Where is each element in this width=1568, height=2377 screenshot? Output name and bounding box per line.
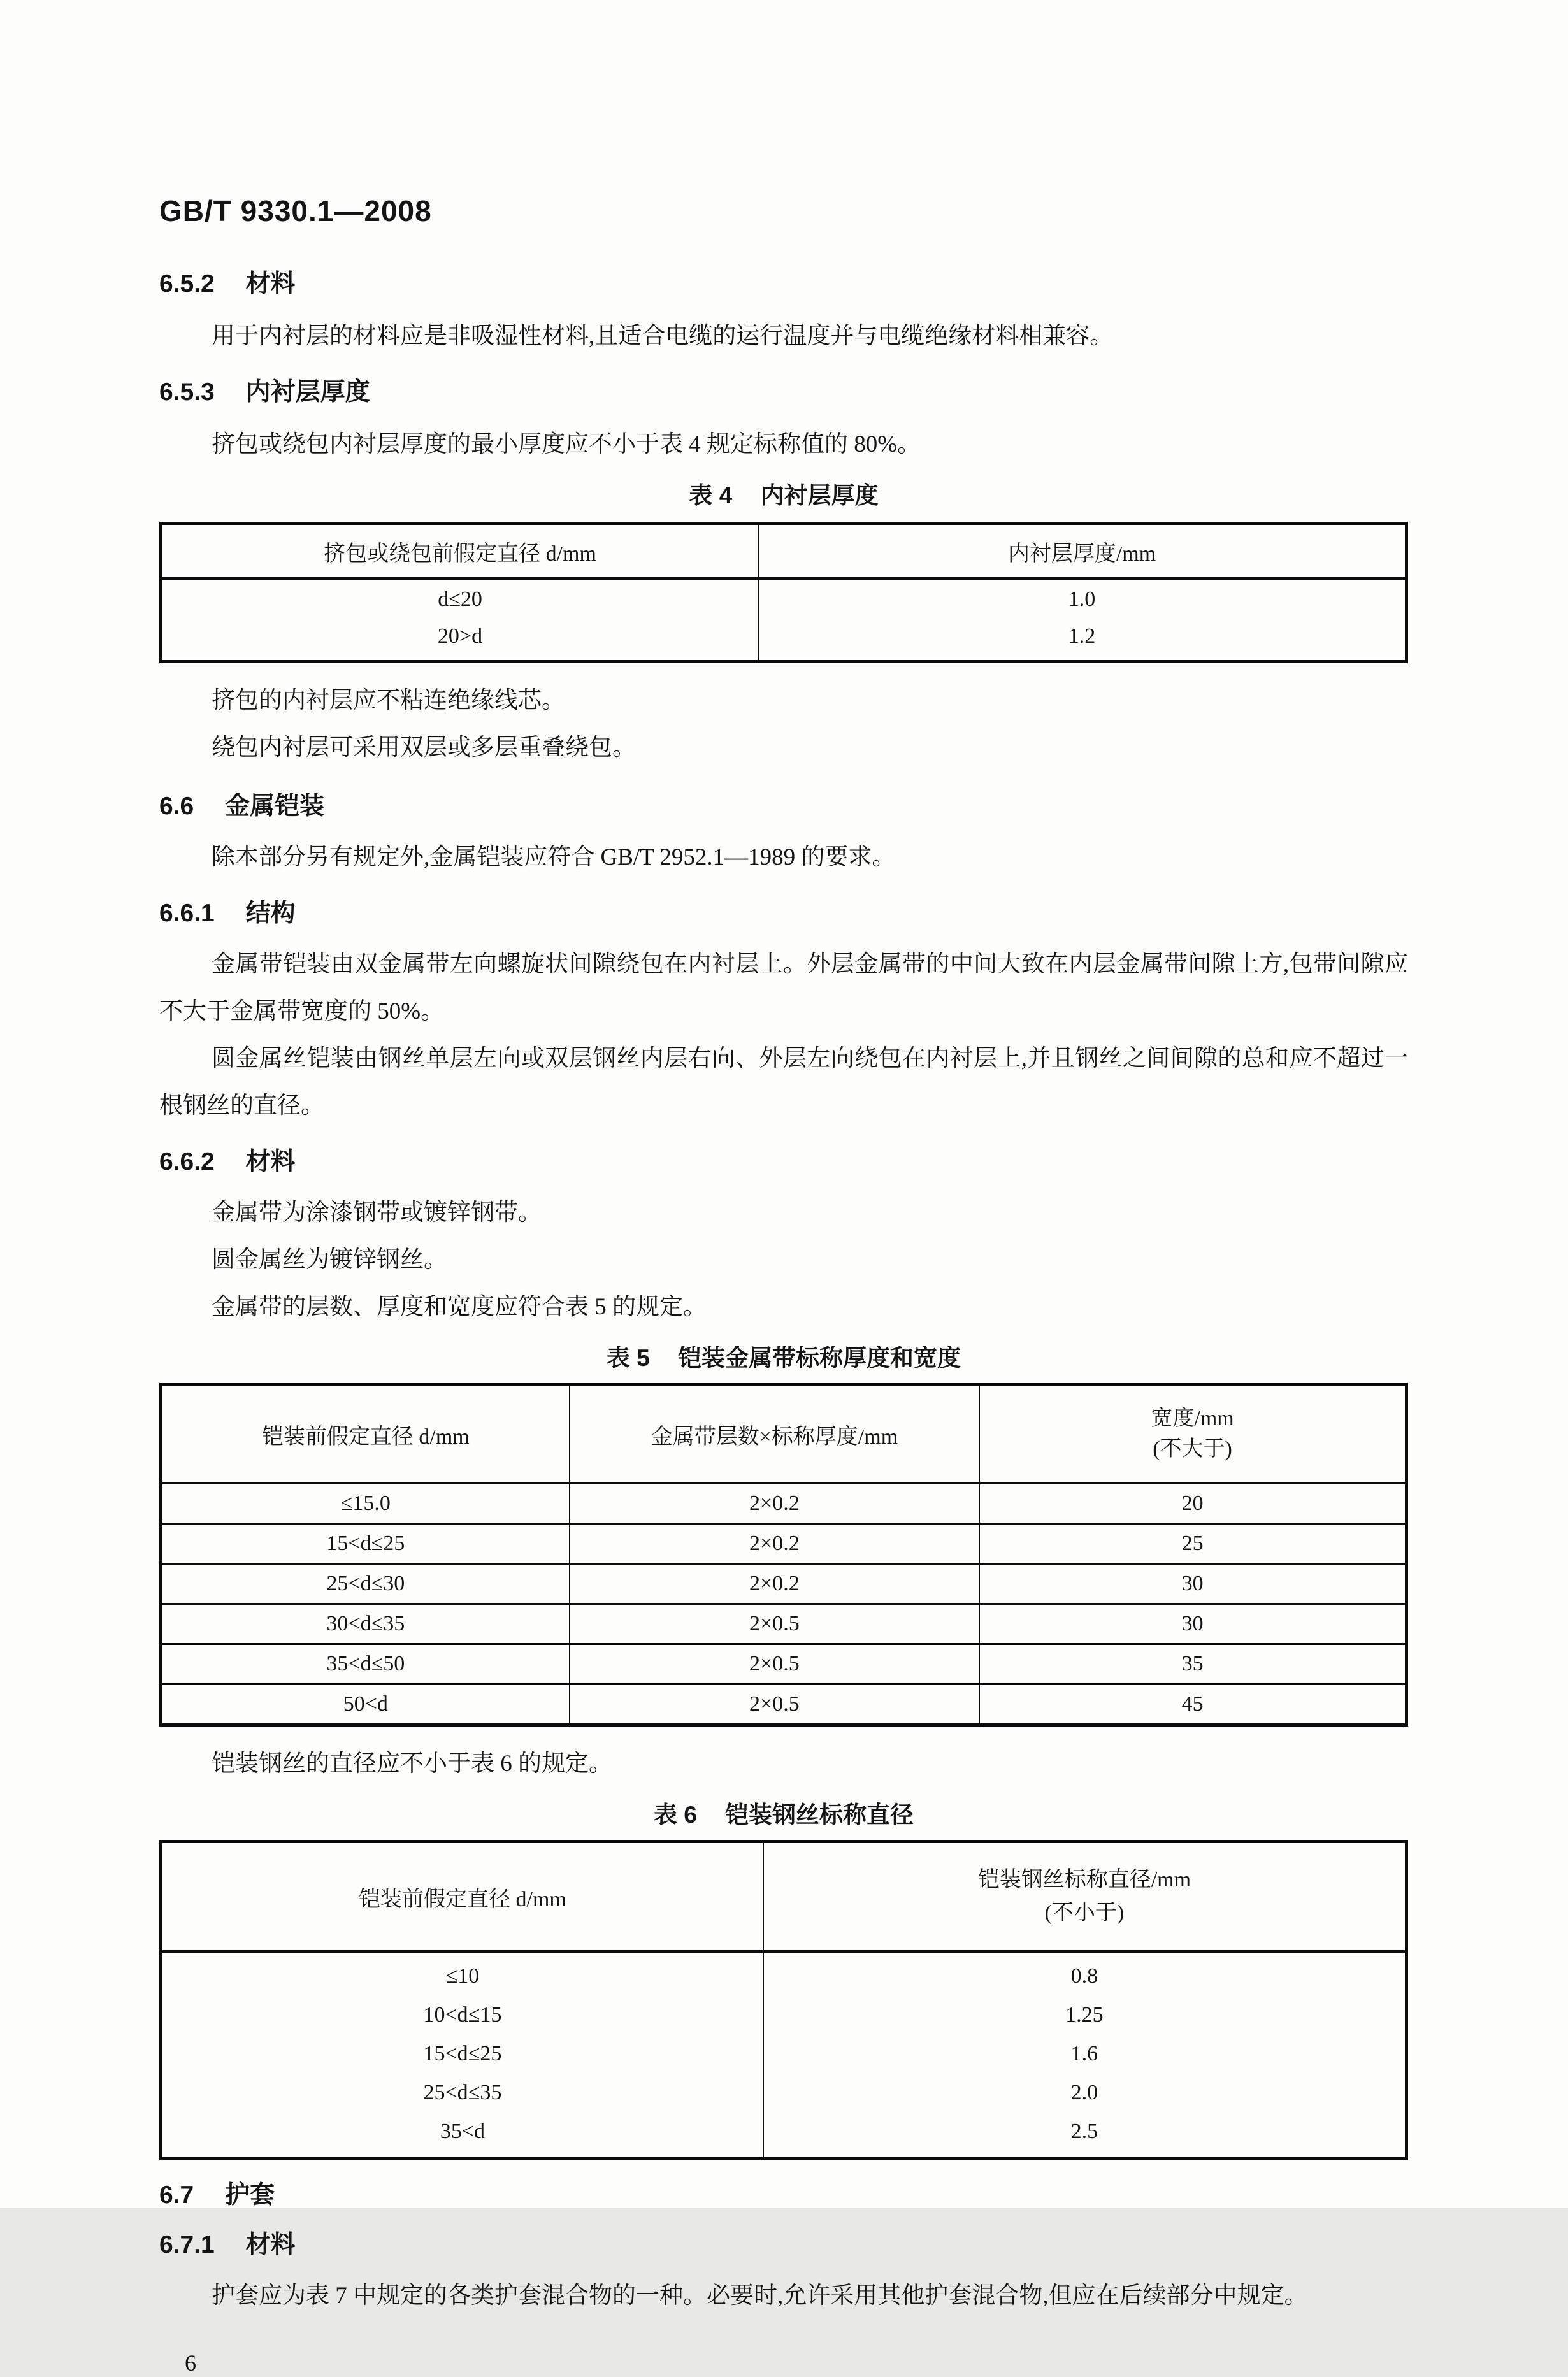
- section-number: 6.5.3: [159, 378, 215, 406]
- table-6-header-col1: 铠装前假定直径 d/mm: [162, 1843, 763, 1953]
- section-title: 金属铠装: [225, 793, 325, 820]
- table-cell: 15<d≤25: [423, 2042, 502, 2065]
- page-content: [159, 194, 1408, 2377]
- table-5: [159, 1383, 1408, 1727]
- table-row-cell: 15<d≤25: [162, 1523, 569, 1563]
- table-row-cell: 2×0.5: [569, 1603, 979, 1643]
- section-title: 结构: [245, 900, 296, 927]
- table-5-caption: [159, 1342, 1408, 1374]
- table-6-caption: [159, 1799, 1408, 1831]
- section-number: 6.6.2: [159, 1148, 215, 1175]
- table-header-line: 宽度/mm: [1151, 1407, 1234, 1430]
- table-row-cell: 25<d≤30: [162, 1563, 569, 1603]
- section-heading-6-7-1: [159, 2228, 1408, 2262]
- section-number: 6.7: [159, 2181, 194, 2209]
- table-cell: ≤10: [445, 1964, 480, 1988]
- table-caption-title: 铠装金属带标称厚度和宽度: [678, 1345, 961, 1371]
- section-title: 材料: [245, 1148, 296, 1175]
- table-row-cell: ≤15.0: [340, 1491, 391, 1515]
- table-row-cell: 30<d≤35: [162, 1603, 569, 1643]
- table-5-header-col2: 金属带层数×标称厚度/mm: [569, 1386, 979, 1484]
- page-number: 6: [185, 2350, 196, 2376]
- paragraph: 绕包内衬层可采用双层或多层重叠绕包。: [212, 735, 636, 761]
- paragraph: 用于内衬层的材料应是非吸湿性材料,且适合电缆的运行温度并与电缆绝缘材料相兼容。: [212, 323, 1114, 349]
- table-6-body-col2: [763, 1953, 1405, 2157]
- section-heading-6-5-2: [159, 267, 1408, 301]
- standard-code: GB/T 9330.1—2008: [159, 194, 432, 227]
- table-row-cell: 2×0.5: [569, 1643, 979, 1683]
- table-cell: 10<d≤15: [423, 2003, 502, 2027]
- table-cell: d≤20: [438, 587, 482, 611]
- table-row-cell: 2×0.2: [569, 1523, 979, 1563]
- paragraph: 铠装钢丝的直径应不小于表 6 的规定。: [212, 1751, 612, 1777]
- table-header-line: (不小于): [1044, 1901, 1125, 1925]
- table-cell: 1.25: [1065, 2003, 1104, 2027]
- table-row-cell: 2×0.2: [569, 1563, 979, 1603]
- section-heading-6-6-2: [159, 1145, 1408, 1179]
- table-row-cell: 35: [979, 1643, 1405, 1683]
- paragraph: 除本部分另有规定外,金属铠装应符合 GB/T 2952.1—1989 的要求。: [212, 844, 896, 870]
- table-row-cell: 2×0.2: [569, 1484, 979, 1523]
- table-row-cell: 20: [979, 1484, 1405, 1523]
- table-6-header-col2: [763, 1843, 1405, 1953]
- table-cell: 1.2: [1068, 624, 1096, 648]
- table-4-body-col2: [758, 580, 1405, 660]
- section-title: 护套: [225, 2181, 275, 2209]
- table-5-header-col3: [979, 1386, 1405, 1484]
- table-cell: 1.0: [1068, 587, 1096, 611]
- table-4-caption: [159, 480, 1408, 512]
- section-heading-6-7: [159, 2178, 1408, 2213]
- table-header-line: 铠装钢丝标称直径/mm: [977, 1868, 1191, 1892]
- table-6-body-col1: [162, 1953, 763, 2157]
- section-title: 材料: [245, 2231, 296, 2259]
- table-cell: 1.6: [1070, 2042, 1098, 2065]
- table-row-cell: 30: [979, 1563, 1405, 1603]
- table-cell: 2.5: [1070, 2120, 1098, 2143]
- table-cell: 2.0: [1070, 2081, 1098, 2104]
- table-4-header-col2: 内衬层厚度/mm: [758, 525, 1405, 580]
- paragraph: 金属带铠装由双金属带左向螺旋状间隙绕包在内衬层上。外层金属带的中间大致在内层金属带间隙上方,包带间隙应不大于金属带宽度的 50%。: [159, 951, 1408, 1024]
- table-row-cell: 2×0.5: [569, 1683, 979, 1723]
- section-number: 6.5.2: [159, 270, 215, 298]
- section-number: 6.7.1: [159, 2231, 215, 2259]
- table-caption-label: 表 6: [653, 1802, 697, 1828]
- section-title: 材料: [245, 270, 296, 298]
- paragraph: 金属带的层数、厚度和宽度应符合表 5 的规定。: [212, 1294, 707, 1320]
- table-caption-title: 铠装钢丝标称直径: [725, 1802, 914, 1828]
- table-caption-label: 表 4: [689, 482, 733, 508]
- section-number: 6.6: [159, 793, 194, 820]
- section-number: 6.6.1: [159, 900, 215, 927]
- table-4-header-col1: 挤包或绕包前假定直径 d/mm: [162, 525, 758, 580]
- section-title: 内衬层厚度: [245, 378, 370, 406]
- paragraph: 圆金属丝铠装由钢丝单层左向或双层钢丝内层右向、外层左向绕包在内衬层上,并且钢丝之间间隙的总和应不超过一根钢丝的直径。: [159, 1045, 1408, 1119]
- table-caption-label: 表 5: [606, 1345, 650, 1371]
- paragraph: 圆金属丝为镀锌钢丝。: [212, 1247, 447, 1273]
- table-cell: 0.8: [1070, 1964, 1098, 1988]
- table-row-cell: 30: [979, 1603, 1405, 1643]
- paragraph: 挤包的内衬层应不粘连绝缘线芯。: [212, 687, 565, 714]
- table-header-line: (不大于): [1153, 1437, 1232, 1461]
- table-row-cell: 50<d: [162, 1683, 569, 1723]
- table-row-cell: 35<d≤50: [162, 1643, 569, 1683]
- paragraph: 金属带为涂漆钢带或镀锌钢带。: [212, 1200, 542, 1226]
- table-row-cell: 25: [979, 1523, 1405, 1563]
- table-row-cell: 45: [979, 1683, 1405, 1723]
- table-cell: 35<d: [440, 2120, 486, 2143]
- table-cell: 20>d: [437, 624, 483, 648]
- table-5-header-col1: 铠装前假定直径 d/mm: [162, 1386, 569, 1484]
- table-caption-title: 内衬层厚度: [760, 482, 879, 508]
- table-4: [159, 522, 1408, 663]
- section-heading-6-6: [159, 789, 1408, 824]
- table-6: [159, 1840, 1408, 2160]
- section-heading-6-5-3: [159, 375, 1408, 410]
- table-cell: 25<d≤35: [423, 2081, 502, 2104]
- section-heading-6-6-1: [159, 896, 1408, 931]
- paragraph: 护套应为表 7 中规定的各类护套混合物的一种。必要时,允许采用其他护套混合物,但应在后续部分中规定。: [212, 2283, 1308, 2309]
- table-4-body-col1: [162, 580, 758, 660]
- paragraph: 挤包或绕包内衬层厚度的最小厚度应不小于表 4 规定标称值的 80%。: [212, 431, 921, 457]
